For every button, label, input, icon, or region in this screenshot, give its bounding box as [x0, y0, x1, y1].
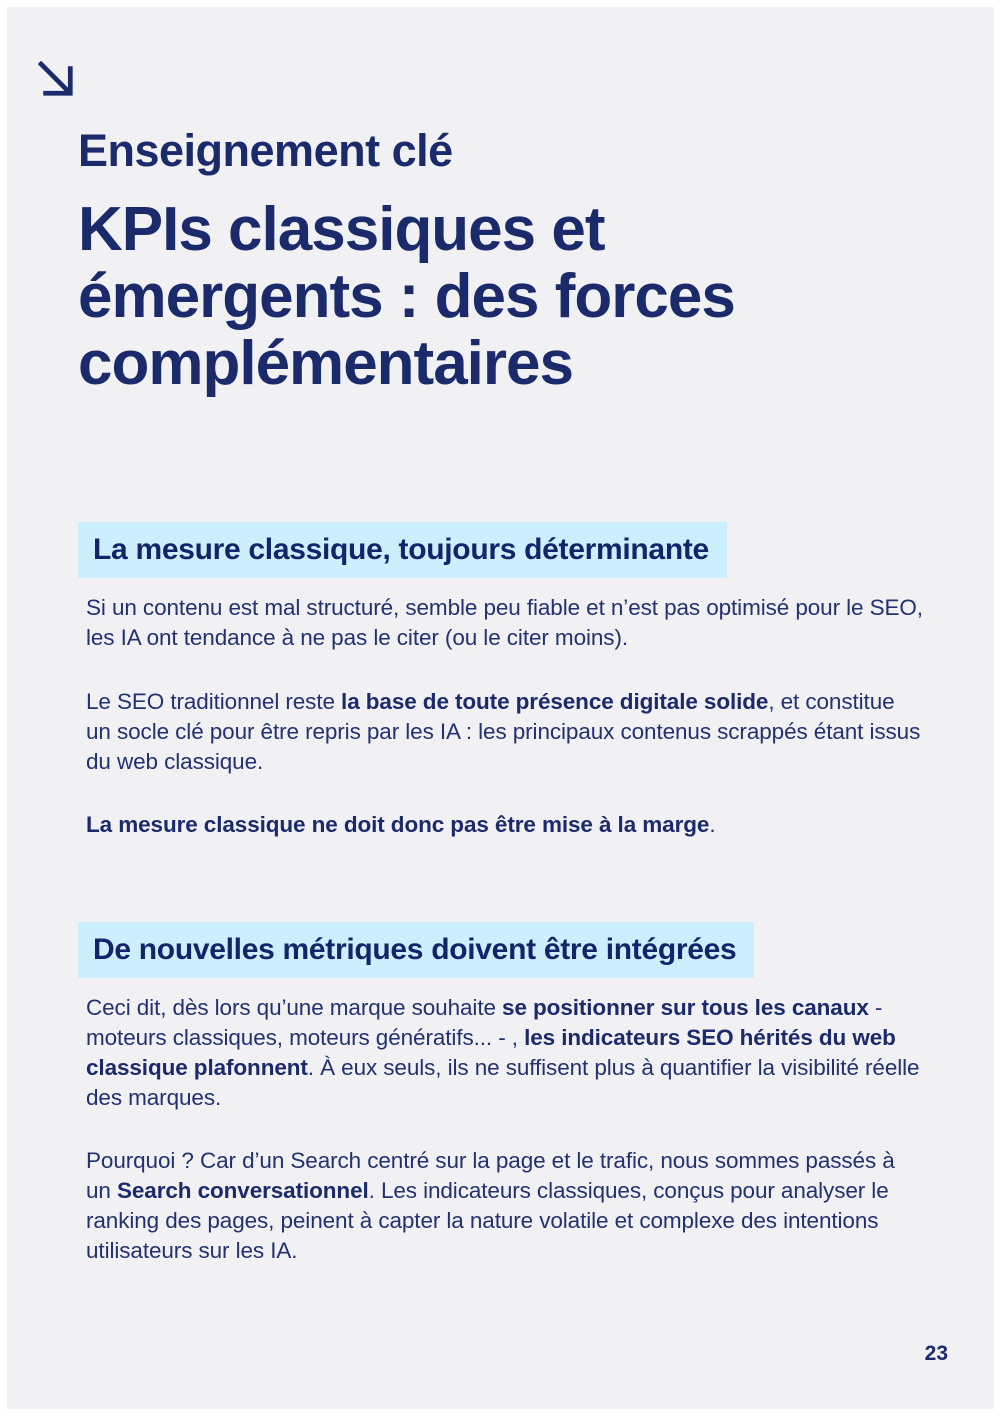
report-page [7, 7, 994, 1409]
page-title-line: KPIs classiques et [78, 195, 605, 264]
text-segment-bold: La mesure classique ne doit donc pas être mise à la marge [86, 812, 710, 837]
section-1-paragraph-2 [86, 687, 924, 777]
text-segment-bold: la base de toute présence digitale solide [341, 689, 769, 714]
page-title-line: complémentaires [78, 329, 573, 398]
page-title [78, 196, 735, 397]
text-segment-bold: Search conversationnel [116, 1178, 369, 1203]
text-segment: . [709, 812, 716, 837]
text-segment: . À eux seuls, ils ne suffisent plus à quantifier la visibilité réelle des marques. [86, 1055, 920, 1110]
section-2-paragraph-2 [86, 1146, 924, 1266]
text-segment-bold: les indicateurs SEO hérités du web classique plafonnent [86, 1025, 896, 1080]
text-segment: . Les indicateurs classiques, conçus pour analyser le ranking des pages, peinent à capter la nature volatile et complexe des intentions utilisateurs sur les IA. [86, 1178, 889, 1263]
text-segment: Ceci dit, dès lors qu’une marque souhaite [86, 995, 503, 1020]
section-1-heading: La mesure classique, toujours déterminante [93, 533, 709, 566]
text-segment: Le SEO traditionnel reste [86, 689, 342, 714]
text-segment: Pourquoi ? Car d’un Search centré sur la page et le trafic, nous sommes passés à un [86, 1148, 895, 1203]
section-1-paragraph-1 [86, 593, 924, 653]
section-2-heading: De nouvelles métriques doivent être intégrées [93, 933, 737, 966]
text-segment-bold: se positionner sur tous les canaux [502, 995, 869, 1020]
page-kicker: Enseignement clé [78, 125, 453, 176]
arrow-down-right-icon [30, 53, 84, 107]
section-2-paragraph-1 [86, 993, 924, 1113]
section-1-paragraph-3 [86, 810, 924, 840]
text-segment: Si un contenu est mal structuré, semble peu fiable et n’est pas optimisé pour le SEO, les IA ont tendance à ne pas le citer (ou le citer moins). [86, 595, 923, 650]
section-2-heading-highlight [78, 922, 754, 978]
page-number: 23 [924, 1342, 948, 1365]
text-segment: , et constitue un socle clé pour être repris par les IA : les principaux contenus scrappés étant issus du web classique. [86, 689, 921, 774]
section-1-heading-highlight [78, 522, 727, 578]
text-segment: - moteurs classiques, moteurs génératifs... - , [86, 995, 883, 1050]
page-title-line: émergents : des forces [78, 262, 735, 331]
